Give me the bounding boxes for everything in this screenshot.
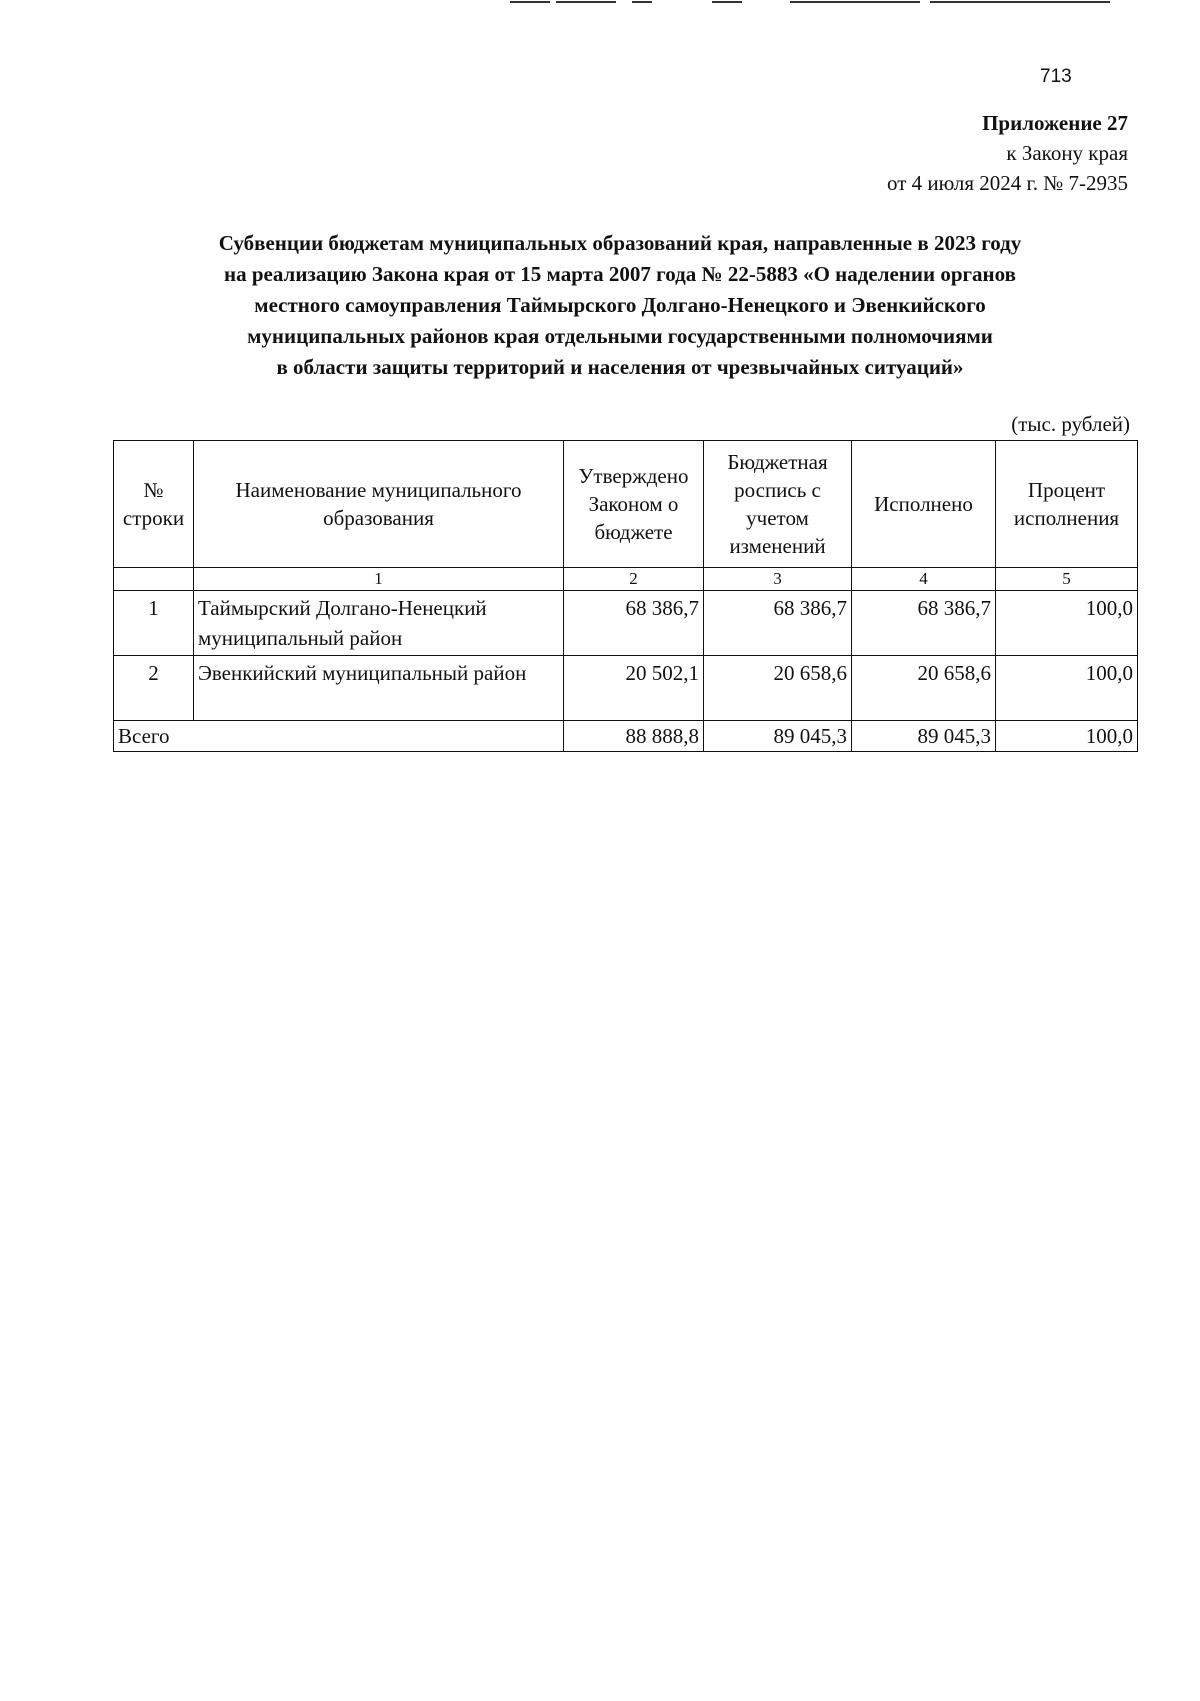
document-title: [120, 228, 1120, 383]
header-percent: Процент исполнения: [996, 441, 1138, 568]
total-row: [114, 721, 1138, 752]
header-approved: Утверждено Законом о бюджете: [564, 441, 704, 568]
table-row: [114, 591, 1138, 656]
appendix-date: от 4 июля 2024 г. № 7-2935: [887, 171, 1128, 195]
table-row: [114, 656, 1138, 721]
revised-amount: 20 658,6: [704, 656, 852, 721]
executed-amount: 20 658,6: [852, 656, 996, 721]
title-line: в области защиты территорий и населения от чрезвычайных ситуаций»: [276, 355, 964, 379]
units-label: (тыс. рублей): [1011, 412, 1130, 436]
row-number: 2: [114, 656, 194, 721]
page-number: 713: [1040, 66, 1072, 87]
total-approved: 88 888,8: [564, 721, 704, 752]
column-number: 3: [704, 568, 852, 591]
title-line: на реализацию Закона края от 15 марта 2007 года № 22-5883 «О наделении органов: [224, 262, 1016, 286]
execution-percent: 100,0: [996, 656, 1138, 721]
approved-amount: 20 502,1: [564, 656, 704, 721]
column-number: 4: [852, 568, 996, 591]
title-line: местного самоуправления Таймырского Долгано-Ненецкого и Эвенкийского: [254, 293, 986, 317]
total-label: Всего: [114, 721, 564, 752]
executed-amount: 68 386,7: [852, 591, 996, 656]
row-number: 1: [114, 591, 194, 656]
title-line: муниципальных районов края отдельными государственными полномочиями: [247, 324, 993, 348]
header-revised: Бюджетная роспись с учетом изменений: [704, 441, 852, 568]
column-number: [114, 568, 194, 591]
column-number: 5: [996, 568, 1138, 591]
revised-amount: 68 386,7: [704, 591, 852, 656]
column-number: 1: [194, 568, 564, 591]
table-header-row: [114, 441, 1138, 568]
title-line: Субвенции бюджетам муниципальных образований края, направленные в 2023 году: [218, 231, 1022, 255]
header-municipality-name: Наименование муниципального образования: [194, 441, 564, 568]
subvention-table: [113, 440, 1138, 752]
column-number-row: [114, 568, 1138, 591]
column-number: 2: [564, 568, 704, 591]
execution-percent: 100,0: [996, 591, 1138, 656]
scan-artifacts: [0, 0, 1200, 6]
municipality-name: Эвенкийский муниципальный район: [194, 656, 564, 721]
approved-amount: 68 386,7: [564, 591, 704, 656]
appendix-title: Приложение 27: [982, 111, 1128, 135]
header-executed: Исполнено: [852, 441, 996, 568]
total-executed: 89 045,3: [852, 721, 996, 752]
header-row-number: № строки: [114, 441, 194, 568]
appendix-law-ref: к Закону края: [1006, 141, 1128, 165]
total-revised: 89 045,3: [704, 721, 852, 752]
appendix-block: [887, 108, 1128, 198]
total-percent: 100,0: [996, 721, 1138, 752]
municipality-name: Таймырский Долгано-Ненецкий муниципальный район: [194, 591, 564, 656]
